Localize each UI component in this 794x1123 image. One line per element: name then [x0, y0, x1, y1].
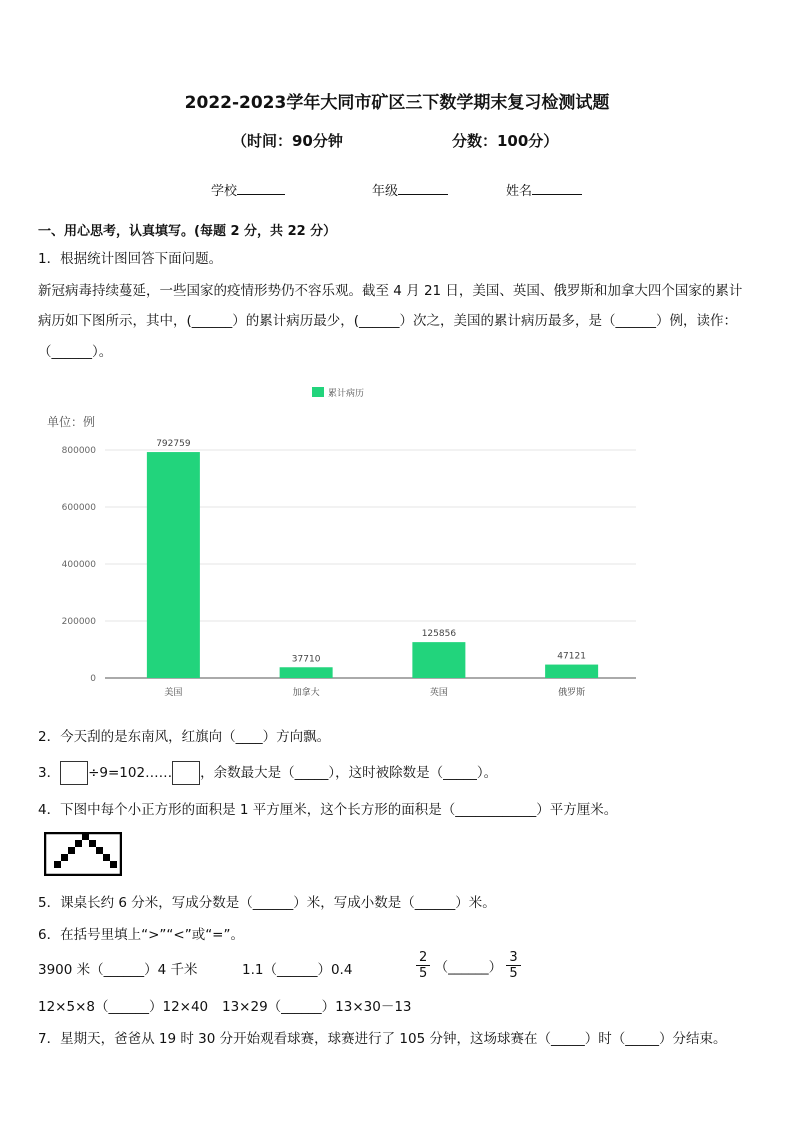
section-heading: 一、用心思考，认真填写。(每题 2 分，共 22 分） — [38, 224, 337, 239]
q2-text: 2．今天刮的是东南风，红旗向（____）方向飘。 — [38, 729, 331, 745]
remainder-box[interactable] — [172, 761, 200, 785]
x-category-label: 俄罗斯 — [558, 688, 586, 698]
q6-title: 6．在括号里填上“>”“<”或“=”。 — [38, 927, 244, 943]
grid-square — [103, 854, 110, 861]
q6-item-e: 13×29（______）13×30－13 — [222, 999, 412, 1015]
data-label: 37710 — [291, 654, 321, 665]
y-tick-label: 400000 — [61, 560, 96, 570]
data-label: 125856 — [421, 629, 457, 640]
q7-text: 7．星期天，爸爸从 19 时 30 分开始观看球赛，球赛进行了 105 分钟，这场球赛在（_____）时（_____）分结束。 — [38, 1031, 727, 1047]
grade-blank[interactable] — [398, 180, 448, 195]
x-category-label: 英国 — [429, 688, 448, 698]
grid-square — [89, 840, 96, 847]
bar — [147, 452, 200, 678]
name-field — [506, 180, 582, 199]
grid-square — [75, 840, 82, 847]
fraction-two-fifths — [416, 950, 430, 981]
q1-text-line3: （______）。 — [38, 344, 113, 360]
q1-title: 1．根据统计图回答下面问题。 — [38, 251, 223, 267]
rectangle-figure — [44, 832, 122, 876]
q1-text-line2: 病历如下图所示，其中，(______）的累计病历最少，(______）次之，美国的累计病历最多，是（______）例，读作： — [38, 313, 738, 329]
score-label: 分数：100分） — [452, 132, 559, 150]
page-title: 2022-2023学年大同市矿区三下数学期末复习检测试题 — [184, 93, 610, 113]
legend-label: 累计病历 — [328, 389, 365, 399]
legend-swatch — [312, 387, 324, 397]
q6-item-b: 1.1（______）0.4 — [242, 962, 353, 978]
bar-chart — [0, 375, 794, 710]
y-tick-label: 600000 — [61, 503, 96, 513]
grade-label: 年级 — [372, 184, 399, 199]
name-blank[interactable] — [532, 180, 582, 195]
school-blank[interactable] — [237, 180, 285, 195]
fraction-numerator: 3 — [506, 950, 520, 966]
fraction-numerator: 2 — [416, 950, 430, 966]
unit-label: 单位：例 — [47, 415, 96, 429]
x-category-label: 加拿大 — [292, 688, 320, 698]
data-label: 792759 — [156, 439, 191, 450]
grid-square — [68, 847, 75, 854]
y-tick-label: 800000 — [61, 446, 96, 456]
q1-text-line1: 新冠病毒持续蔓延，一些国家的疫情形势仍不容乐观。截至 4 月 21 日，美国、英国、俄罗斯和加拿大四个国家的累计 — [38, 283, 743, 299]
q3-mid: ÷9=102…… — [88, 765, 173, 781]
grid-square — [61, 854, 68, 861]
bar — [412, 642, 465, 678]
q5-text: 5．课桌长约 6 分米，写成分数是（______）米，写成小数是（______）米。 — [38, 895, 496, 911]
grid-square — [96, 847, 103, 854]
q6-item-a: 3900 米（______）4 千米 — [38, 962, 198, 978]
school-label: 学校 — [211, 184, 238, 199]
grid-square — [110, 861, 117, 868]
q3-prefix: 3． — [38, 765, 61, 781]
q6-item-c — [416, 950, 521, 981]
bar — [280, 667, 333, 678]
name-label: 姓名 — [506, 184, 533, 199]
time-label: （时间：90分钟 — [232, 132, 343, 150]
compare-blank: （______） — [434, 959, 503, 976]
fraction-denominator: 5 — [509, 966, 518, 981]
fraction-denominator: 5 — [419, 966, 428, 981]
q6-item-d: 12×5×8（______）12×40 — [38, 999, 209, 1015]
q3-text — [38, 761, 497, 785]
fraction-three-fifths — [506, 950, 520, 981]
grid-square — [54, 861, 61, 868]
y-tick-label: 0 — [90, 674, 96, 684]
grid-square — [82, 833, 89, 840]
x-category-label: 美国 — [164, 688, 183, 698]
q3-suffix: ，余数最大是（_____），这时被除数是（_____）。 — [200, 765, 498, 781]
grade-field — [372, 180, 448, 199]
q4-text: 4．下图中每个小正方形的面积是 1 平方厘米，这个长方形的面积是（____________）平方厘米。 — [38, 802, 618, 818]
y-tick-label: 200000 — [61, 617, 96, 627]
school-field — [211, 180, 285, 199]
bar — [545, 665, 598, 678]
dividend-box[interactable] — [60, 761, 88, 785]
data-label: 47121 — [557, 651, 586, 662]
